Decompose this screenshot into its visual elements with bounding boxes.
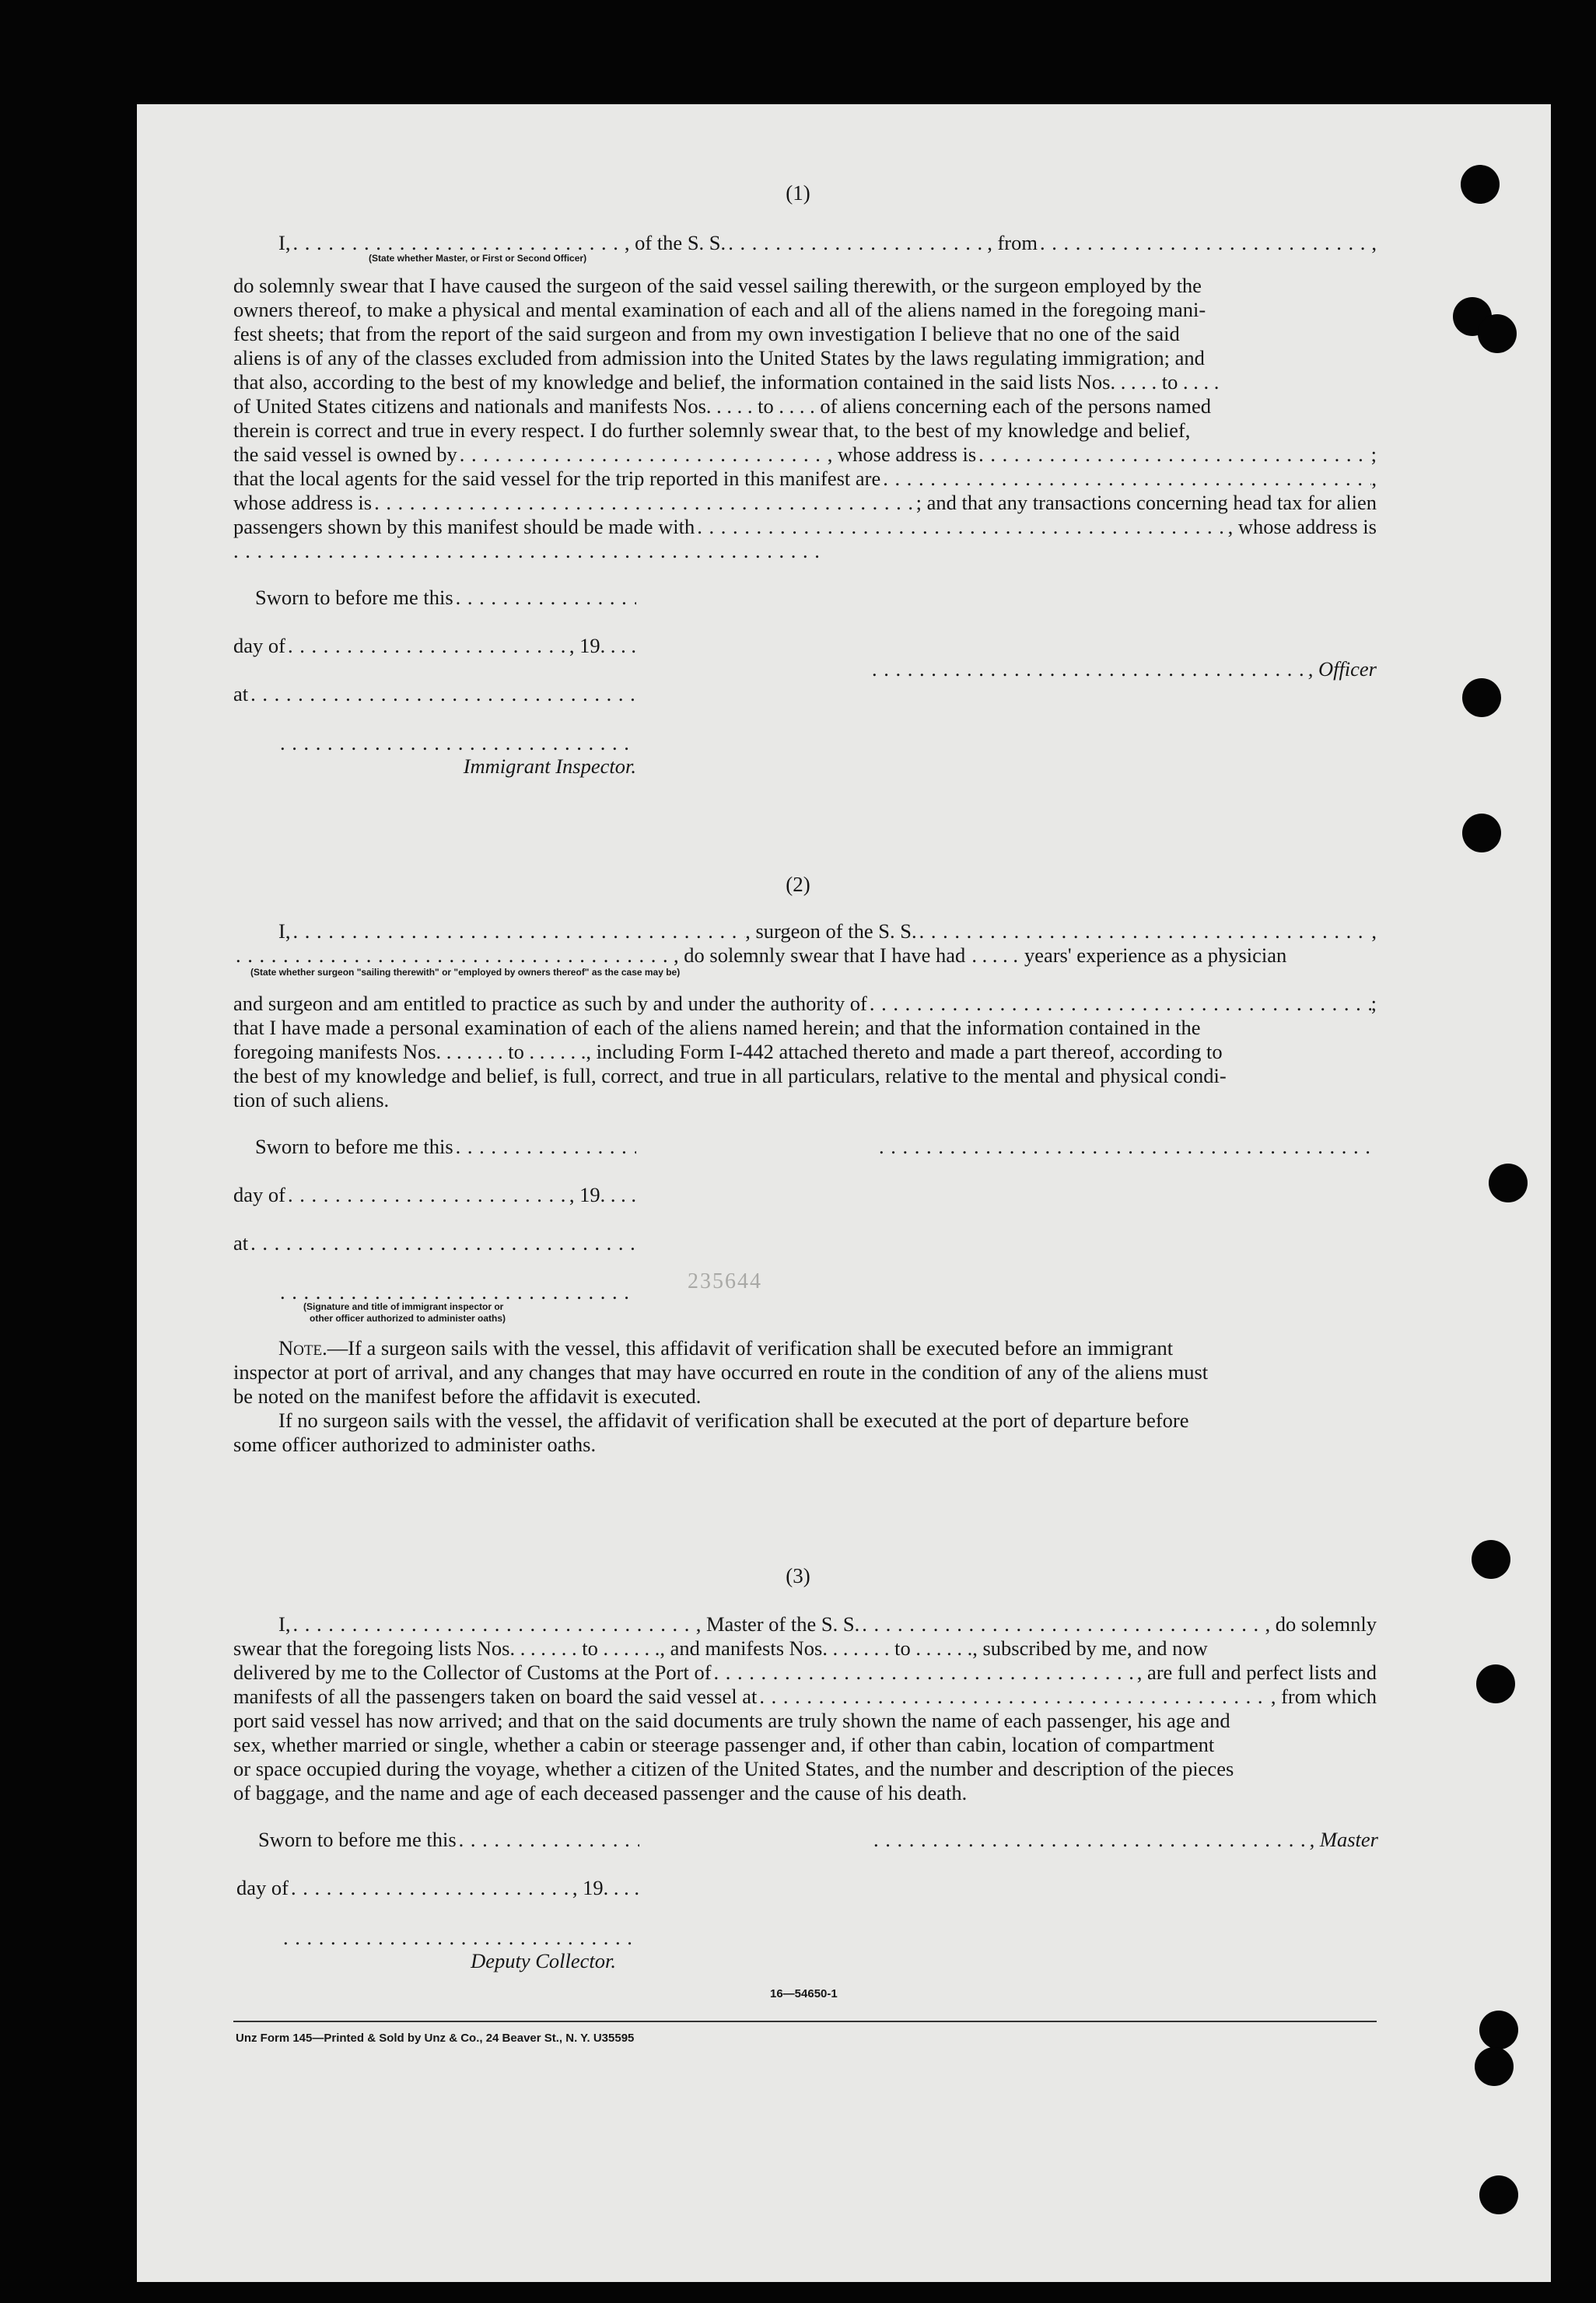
officer-signature-line: . . . , Officer <box>870 657 1377 681</box>
experience-line: . . . , do solemnly swear that I have had . . . . . years' experience as a physician <box>233 943 1377 968</box>
printer-line: Unz Form 145—Printed & Sold by Unz & Co., 24 Beaver St., N. Y. U35595 <box>236 2032 635 2045</box>
section-1-body-line: therein is correct and true in every respect. I do further solemnly swear that, to the best of my knowledge and belief, <box>233 418 1191 442</box>
section-3-body-line: swear that the foregoing lists Nos. . . . . . . to . . . . . ., and manifests Nos. . . . . . . to . . . . . ., subscribed by me, and now <box>233 1636 1208 1660</box>
note-line: inspector at port of arrival, and any changes that may have occurred en route in the condition of any of the aliens must <box>233 1360 1209 1384</box>
punch-hole <box>1478 314 1517 353</box>
punch-hole <box>1479 2011 1518 2049</box>
section-2-number: (2) <box>786 873 810 896</box>
section-1-number: (1) <box>786 181 810 205</box>
agents-line: that the local agents for the said vessel for the trip reported in this manifest are . . . , <box>233 467 1377 491</box>
signature-hint: (Signature and title of immigrant inspector or <box>303 1301 504 1312</box>
section-2-hint: (State whether surgeon "sailing therewith" or "employed by owners thereof" as the case may be) <box>250 967 681 978</box>
day-line: day of . . . , 19. . . . <box>236 1876 639 1900</box>
boarding-port-blank <box>757 1685 1271 1709</box>
stamp-number: 235644 <box>688 1269 762 1293</box>
note-line: If no surgeon sails with the vessel, the affidavit of verification shall be executed at the port of departure before <box>278 1409 1189 1432</box>
port-line: delivered by me to the Collector of Customs at the Port of . . . , are full and perfect lists and <box>233 1661 1377 1685</box>
owner-blank <box>457 443 828 467</box>
sworn-line: Sworn to before me this . . . <box>255 586 636 610</box>
section-1-body-line: that also, according to the best of my knowledge and belief, the information contained in the said lists Nos. . . . . to . . . . <box>233 370 1220 394</box>
master-name-blank <box>290 231 624 255</box>
departure-port-blank <box>1038 231 1371 255</box>
collector-caption: Deputy Collector. <box>471 1949 616 1972</box>
section-2-body-line: foregoing manifests Nos. . . . . . . to . . . . . ., including Form I-442 attached thereto and made a part thereof, according to <box>233 1040 1223 1063</box>
master-vessel-blank <box>859 1612 1265 1636</box>
head-tax-line: passengers shown by this manifest should be made with . . . , whose address is <box>233 515 1377 539</box>
owner-address-blank <box>976 443 1370 467</box>
inspector-signature-blank <box>280 731 636 755</box>
day-line: day of . . . , 19. . . . <box>233 634 636 658</box>
master-name-blank <box>290 1612 695 1636</box>
port-blank <box>712 1661 1137 1685</box>
sworn-line: Sworn to before me this . . . <box>255 1135 636 1159</box>
note-line: Note.—If a surgeon sails with the vessel, this affidavit of verification shall be executed before an immigrant <box>278 1336 1174 1360</box>
punch-hole <box>1462 678 1501 717</box>
at-line: at . . . <box>233 682 636 706</box>
punch-hole <box>1476 1664 1515 1703</box>
section-3-body-line: port said vessel has now arrived; and that on the said documents are truly shown the name of each passenger, his age and <box>233 1709 1230 1732</box>
form-code: 16—54650-1 <box>770 1987 838 2000</box>
section-1-opening-line: I, . . . , of the S. S. . . . , from . . . , <box>233 231 1377 255</box>
punch-hole <box>1479 2175 1518 2214</box>
section-2-opening-line: I, . . . , surgeon of the S. S. . . . , <box>233 919 1377 943</box>
note-line: be noted on the manifest before the affidavit is executed. <box>233 1384 702 1408</box>
boarding-line: manifests of all the passengers taken on board the said vessel at . . . , from which <box>233 1685 1377 1709</box>
sworn-line: Sworn to before me this . . . <box>258 1828 639 1852</box>
section-1-body-line: fest sheets; that from the report of the said surgeon and from my own investigation I believe that no one of the said <box>233 322 1180 345</box>
signature-hint: other officer authorized to administer oaths) <box>310 1313 506 1324</box>
section-3-number: (3) <box>786 1564 810 1587</box>
vessel-name-blank <box>726 231 987 255</box>
section-2-body-line: that I have made a personal examination of each of the aliens named herein; and that the information contained in the <box>233 1016 1201 1039</box>
head-tax-address-blank <box>233 539 824 563</box>
surgeon-type-blank <box>233 943 674 968</box>
punch-hole <box>1489 1164 1528 1202</box>
agents-address-blank <box>372 491 916 515</box>
surgeon-signature-blank <box>879 1135 1377 1159</box>
section-1-body-line: of United States citizens and nationals and manifests Nos. . . . . to . . . . of aliens concerning each of the persons named <box>233 394 1211 418</box>
section-3-body-line: or space occupied during the voyage, whether a citizen of the United States, and the number and description of the pieces <box>233 1757 1234 1780</box>
master-signature-line: . . . , Master <box>871 1828 1378 1852</box>
agents-address-line: whose address is . . . ; and that any transactions concerning head tax for alien <box>233 491 1377 515</box>
punch-hole <box>1475 2047 1514 2086</box>
collector-signature-blank <box>283 1926 639 1950</box>
section-1-hint: (State whether Master, or First or Second Officer) <box>369 253 587 264</box>
surgeon-vessel-blank <box>917 919 1372 943</box>
at-line: at . . . <box>233 1231 636 1255</box>
section-2-body-line: the best of my knowledge and belief, is full, correct, and true in all particulars, relative to the mental and physical condi- <box>233 1064 1227 1087</box>
section-1-body-line: aliens is of any of the classes excluded from admission into the United States by the laws regulating immigration; and <box>233 346 1205 369</box>
section-3-opening-line: I, . . . , Master of the S. S. . . . , do solemnly <box>233 1612 1377 1636</box>
authority-line: and surgeon and am entitled to practice as such by and under the authority of . . . ; <box>233 992 1377 1016</box>
authority-blank <box>867 992 1371 1016</box>
owner-line: the said vessel is owned by . . . , whose address is . . . ; <box>233 443 1377 467</box>
footer-rule <box>233 2021 1377 2022</box>
agents-blank <box>880 467 1371 491</box>
section-1-body-line: do solemnly swear that I have caused the surgeon of the said vessel sailing therewith, or the surgeon employed by the <box>233 274 1202 297</box>
punch-hole <box>1462 814 1501 852</box>
section-3-body-line: sex, whether married or single, whether a cabin or steerage passenger and, if other than cabin, location of compartment <box>233 1733 1215 1756</box>
day-line: day of . . . , 19. . . . <box>233 1183 636 1207</box>
section-1-body-line: owners thereof, to make a physical and mental examination of each and all of the aliens named in the foregoing mani- <box>233 298 1206 321</box>
surgeon-name-blank <box>290 919 745 943</box>
section-2-body-line: tion of such aliens. <box>233 1088 390 1111</box>
note-line: some officer authorized to administer oaths. <box>233 1433 597 1456</box>
head-tax-blank <box>695 515 1227 539</box>
inspector-caption: Immigrant Inspector. <box>463 754 636 778</box>
section-3-body-line: of baggage, and the name and age of each deceased passenger and the cause of his death. <box>233 1781 968 1804</box>
